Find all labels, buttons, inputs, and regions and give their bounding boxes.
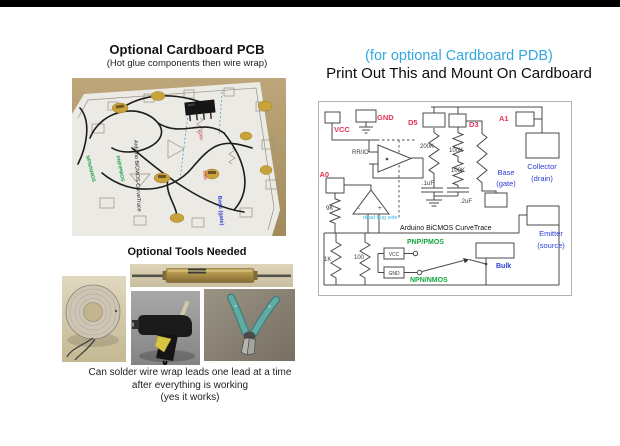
wirewrap-tool-photo [130, 264, 293, 287]
gnd-box-label: GND [388, 271, 400, 277]
tool-endcap-right [254, 271, 258, 280]
vcc-pin-label: VCC [334, 125, 350, 134]
opamp-minus: - [358, 205, 361, 212]
spool-speck [115, 310, 117, 312]
photo-100k-label: 100K [202, 169, 208, 181]
right-header [300, 48, 618, 82]
base-label: Base [497, 168, 515, 177]
a0-pin-label: A0 [319, 170, 330, 179]
pnp-terminal [413, 251, 417, 255]
gnd-pin-label: GND [377, 113, 394, 122]
r100-label: 100 [354, 255, 365, 261]
caption-line-3: (yes it works) [160, 392, 220, 403]
d5-pin-label: D5 [408, 118, 418, 127]
a1-pad [516, 112, 534, 126]
r9k-label: 9K [326, 206, 334, 212]
photo-pnp-label: PNP/PMOS [114, 155, 126, 183]
rrio-label: RR/IO [352, 150, 369, 156]
base-pad [485, 193, 507, 207]
wire-spool-photo [62, 276, 126, 362]
c1-label: .1uF [422, 181, 435, 187]
r1k-label: 1K [324, 257, 332, 263]
photo-curvetrace-label: Arduino BiCMOS CurveTrace [132, 139, 142, 212]
d5-pad [423, 113, 445, 127]
gun-nozzle-tip [131, 323, 134, 327]
caption-line-1: Can solder wire wrap leads one lead at a time [88, 367, 292, 378]
tools-caption [40, 367, 340, 405]
curvetrace-schematic [318, 101, 572, 296]
deadbug-note: dead bug side [363, 215, 398, 221]
emitter-label: Emitter [539, 229, 563, 238]
collector-label: Collector [527, 162, 557, 171]
gun-barrel [138, 315, 192, 337]
gnd-pad [356, 110, 376, 122]
bulk-label: Bulk [496, 263, 512, 270]
opamp-plus: + [378, 205, 382, 212]
vcc-pad [325, 112, 340, 123]
pnp-mode-label: PNP/PMOS [407, 239, 444, 246]
collector-sub-label: (drain) [531, 174, 553, 183]
r100k-b-label: 100K [451, 168, 466, 174]
left-section-subtitle: (Hot glue components then wire wrap) [106, 58, 268, 69]
top-letterbox-bar [0, 0, 620, 7]
opamp-junction-dot [386, 158, 389, 161]
board-title: Arduino BiCMOS CurveTrace [400, 225, 492, 232]
r100k-a-label: 100K [449, 148, 464, 154]
tools-section-title: Optional Tools Needed [127, 246, 247, 258]
vcc-box-label: VCC [388, 252, 400, 258]
glue-gun-photo [131, 291, 200, 365]
left-section-title: Optional Cardboard PCB [109, 42, 265, 57]
d3-pin-label: D3 [469, 120, 479, 129]
right-header-subtitle: (for optional Cardboard PDB) [365, 48, 553, 64]
npn-terminal [417, 270, 421, 274]
switch-arrowhead [463, 258, 469, 263]
emitter-sub-label: (source) [537, 241, 565, 250]
photo-npn-label: NPN/NMOS [84, 155, 97, 183]
base-sub-label: (gate) [496, 179, 516, 188]
cardboard-pcb-photo-art [72, 78, 286, 236]
photo-200k-label: 200K [198, 129, 204, 141]
tool-highlight [168, 270, 252, 272]
spool-hole [84, 303, 103, 322]
tool-endcap-left [163, 271, 167, 280]
r200k-label: 200K [420, 144, 435, 150]
schematic-pads [325, 110, 559, 278]
opamp-1 [378, 145, 411, 172]
collector-pad [526, 133, 559, 158]
switch-pivot [485, 263, 488, 266]
a0-pad [326, 178, 344, 193]
c2-label: .2uF [460, 199, 473, 205]
cardboard-pcb-photo [72, 78, 286, 236]
photo-base-label: Base (gate) [216, 195, 225, 226]
pliers-photo [204, 289, 295, 361]
right-header-title: Print Out This and Mount On Cardboard [326, 65, 592, 82]
bulk-pad [476, 243, 514, 258]
d3-pad [449, 114, 466, 127]
a1-pin-label: A1 [499, 114, 509, 123]
npn-mode-label: NPN/NMOS [410, 277, 448, 284]
caption-line-2: after everything is working [131, 379, 249, 391]
emitter-pad [527, 206, 559, 225]
